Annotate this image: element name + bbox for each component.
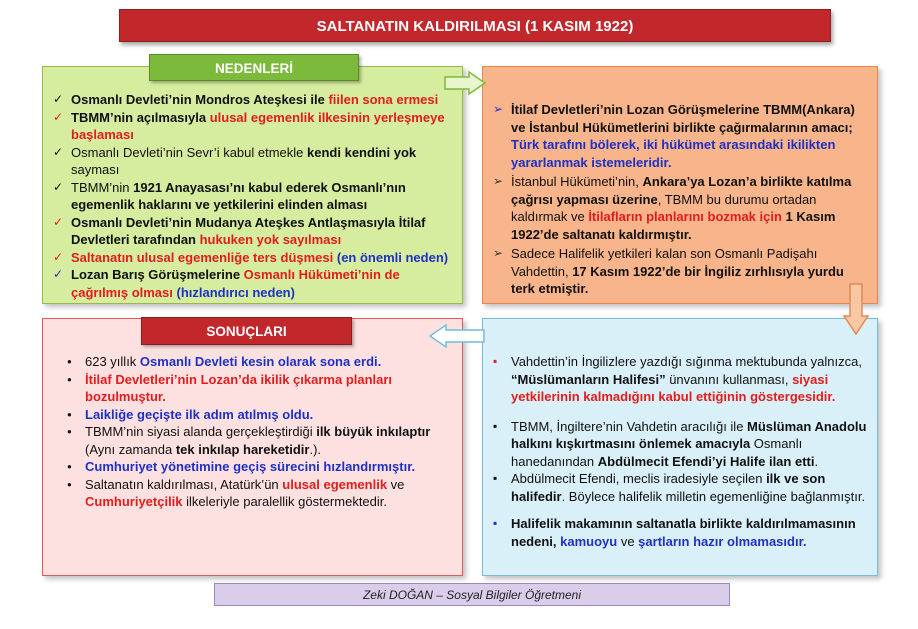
bullet-icon: ● xyxy=(67,427,72,436)
bullet-icon: ● xyxy=(67,462,72,471)
item-text: Abdülmecit Efendi, meclis iradesiyle seçilen xyxy=(511,471,767,486)
item-text: Ankara’ya Lozan’a birlikte katılma çağrısı yapması üzerine xyxy=(511,174,852,207)
item-text: ilk ve son halifedir xyxy=(511,471,826,504)
list-item xyxy=(63,476,448,511)
results-box xyxy=(42,318,463,576)
list-item xyxy=(489,418,869,471)
item-text: Lozan Barış Görüşmelerine xyxy=(71,267,244,282)
list-item xyxy=(49,266,451,301)
results-list xyxy=(63,353,448,511)
check-icon: ✓ xyxy=(53,92,64,106)
right-arrow-icon xyxy=(443,70,487,96)
item-text: Osmanlı Hükümeti’nin de çağrılmış olması xyxy=(71,267,400,300)
check-icon: ✓ xyxy=(53,214,64,229)
item-text: . xyxy=(814,453,819,469)
causes-list xyxy=(49,91,451,301)
item-text: Osmanlı hanedanından xyxy=(511,436,803,469)
item-text: kamuoyu xyxy=(560,533,618,549)
list-item xyxy=(489,470,869,505)
item-text: İstanbul Hükümeti’nin, xyxy=(511,174,643,189)
list-item xyxy=(49,179,451,214)
item-text: TBMM’nin açılmasıyla xyxy=(71,109,210,125)
lausanne-list xyxy=(489,101,869,298)
footer-author: Zeki DOĞAN – Sosyal Bilgiler Öğretmeni xyxy=(214,583,730,606)
item-text: ve xyxy=(617,533,639,549)
item-text: kendi kendini yok xyxy=(307,144,417,160)
item-text: .). xyxy=(309,441,322,457)
item-text: Cumhuriyet yönetimine geçiş sürecini hızlandırmıştır. xyxy=(85,459,416,474)
item-text: Sadece Halifelik yetkileri kalan son Osmanlı Padişahı Vahdettin, xyxy=(511,246,818,279)
lausanne-box xyxy=(482,66,878,304)
list-item xyxy=(63,423,448,458)
item-text: Saltanatın kaldırılması, Atatürk’ün xyxy=(85,476,283,492)
item-text: Abdülmecit Efendi’yi Halife ilan etti xyxy=(597,453,815,469)
list-item xyxy=(63,406,448,424)
list-item xyxy=(49,109,451,144)
list-item xyxy=(489,101,869,171)
list-item xyxy=(63,458,448,476)
list-item xyxy=(489,245,869,298)
item-text: İtilafların planlarını bozmak için xyxy=(588,209,782,224)
bullet-icon: ● xyxy=(67,479,72,489)
square-bullet-icon: ▪ xyxy=(493,471,498,485)
item-text: fiilen sona ermesi xyxy=(328,92,439,107)
item-text: Halifelik makamının saltanatla birlikte kaldırılmamasının nedeni, xyxy=(511,516,856,549)
list-item xyxy=(489,353,869,406)
list-item xyxy=(489,515,869,550)
bullet-icon: ● xyxy=(67,409,72,419)
list-item xyxy=(49,91,451,109)
square-bullet-icon: ▪ xyxy=(493,354,498,368)
causes-box xyxy=(42,66,463,304)
item-text: (en önemli neden) xyxy=(333,249,449,265)
item-text: hukuken yok sayılması xyxy=(199,232,342,247)
item-text: Türk tarafını bölerek, iki hükümet arasındaki ikilikten yararlanmak istemeleridir. xyxy=(511,137,836,170)
check-icon: ✓ xyxy=(53,109,64,124)
item-text: Saltanatın ulusal egemenliğe ters düşmesi xyxy=(71,249,334,265)
item-text: TBMM’nin xyxy=(71,179,134,195)
item-text: siyasi yetkilerinin kalmadığını kabul ettiğinin göstergesidir. xyxy=(511,371,836,404)
list-item xyxy=(49,249,451,267)
item-text: “Müslümanların Halifesi” xyxy=(511,371,666,387)
item-text: . Böylece halifelik milletin egemenliğine bağlanmıştır. xyxy=(561,488,866,504)
arrow-bullet-icon: ➢ xyxy=(493,246,504,260)
item-text: Vahdettin’in İngilizlere yazdığı sığınma mektubunda yalnızca, xyxy=(511,354,862,369)
arrow-bullet-icon: ➢ xyxy=(493,102,504,116)
check-icon: ✓ xyxy=(53,267,64,281)
check-icon: ✓ xyxy=(53,144,64,159)
item-text: Osmanlı Devleti’nin Mudanya Ateşkes Antlaşmasıyla İtilaf Devletleri tarafından xyxy=(71,214,426,247)
item-text: Müslüman Anadolu halkını kışkırtmasını önlemek amacıyla xyxy=(511,418,867,451)
list-item xyxy=(63,371,448,406)
down-arrow-icon xyxy=(842,282,870,336)
list-item xyxy=(489,173,869,243)
item-text: , TBMM bu durumu ortadan kaldırmak ve xyxy=(511,191,817,224)
item-text: İtilaf Devletleri’nin Lozan Görüşmelerine TBMM(Ankara) ve İstanbul Hükümetlerini birlikte çağırmalarının amacı; xyxy=(511,102,855,135)
page-title: SALTANATIN KALDIRILMASI (1 KASIM 1922) xyxy=(119,9,831,42)
item-text: (Aynı zamanda xyxy=(85,441,176,457)
list-item xyxy=(49,214,451,249)
item-text: ilk büyük inkılaptır xyxy=(316,424,431,439)
item-text: Osmanlı Devleti’nin Sevr’i kabul etmekle xyxy=(71,144,308,160)
item-text: 623 yıllık xyxy=(85,354,140,369)
item-text: İtilaf Devletleri’nin Lozan’da ikilik çıkarma planları bozulmuştur. xyxy=(85,371,393,404)
item-text: ilkeleriyle paralellik göstermektedir. xyxy=(182,494,388,509)
item-text: Osmanlı Devleti kesin olarak sona erdi. xyxy=(139,354,382,369)
item-text: Osmanlı Devleti’nin Mondros Ateşkesi ile xyxy=(71,92,329,107)
item-text: Laikliğe geçişte ilk adım atılmış oldu. xyxy=(85,406,314,422)
item-text: sayması xyxy=(71,162,120,177)
item-text: TBMM, İngiltere’nin Vahdetin aracılığı ile xyxy=(511,418,748,434)
bullet-icon: ● xyxy=(67,374,72,384)
caliphate-box xyxy=(482,318,878,576)
causes-label: NEDENLERİ xyxy=(149,54,359,81)
check-icon: ✓ xyxy=(53,249,64,264)
caliphate-list xyxy=(489,353,869,550)
item-text: ünvanını kullanması, xyxy=(665,371,793,387)
item-text: ulusal egemenlik ilkesinin yerleşmeye başlaması xyxy=(71,109,445,142)
check-icon: ✓ xyxy=(53,179,64,194)
item-text: 1921 Anayasası’nı kabul ederek Osmanlı’nın egemenlik haklarını ve yetkilerini elinden alması xyxy=(71,179,406,212)
item-text: (hızlandırıcı neden) xyxy=(172,284,295,300)
bullet-icon: ● xyxy=(67,357,72,366)
results-label: SONUÇLARI xyxy=(141,317,352,345)
list-item xyxy=(63,353,448,371)
square-bullet-icon: ▪ xyxy=(493,516,498,530)
item-text: ve xyxy=(387,476,405,492)
item-text: 1 Kasım 1922’de saltanatı kaldırmıştır. xyxy=(511,209,836,242)
left-arrow-icon xyxy=(428,323,486,349)
item-text: Cumhuriyetçilik xyxy=(85,494,183,509)
square-bullet-icon: ▪ xyxy=(493,418,498,433)
item-text: tek inkılap hareketidir xyxy=(175,441,310,457)
arrow-bullet-icon: ➢ xyxy=(493,174,504,188)
item-text: 17 Kasım 1922’de bir İngiliz zırhlısıyla yurdu terk etmiştir. xyxy=(511,263,844,296)
list-item xyxy=(49,144,451,179)
item-text: şartların hazır olmamasıdır. xyxy=(638,533,807,549)
item-text: ulusal egemenlik xyxy=(282,476,388,492)
item-text: TBMM’nin siyasi alanda gerçekleştirdiği xyxy=(85,424,317,439)
